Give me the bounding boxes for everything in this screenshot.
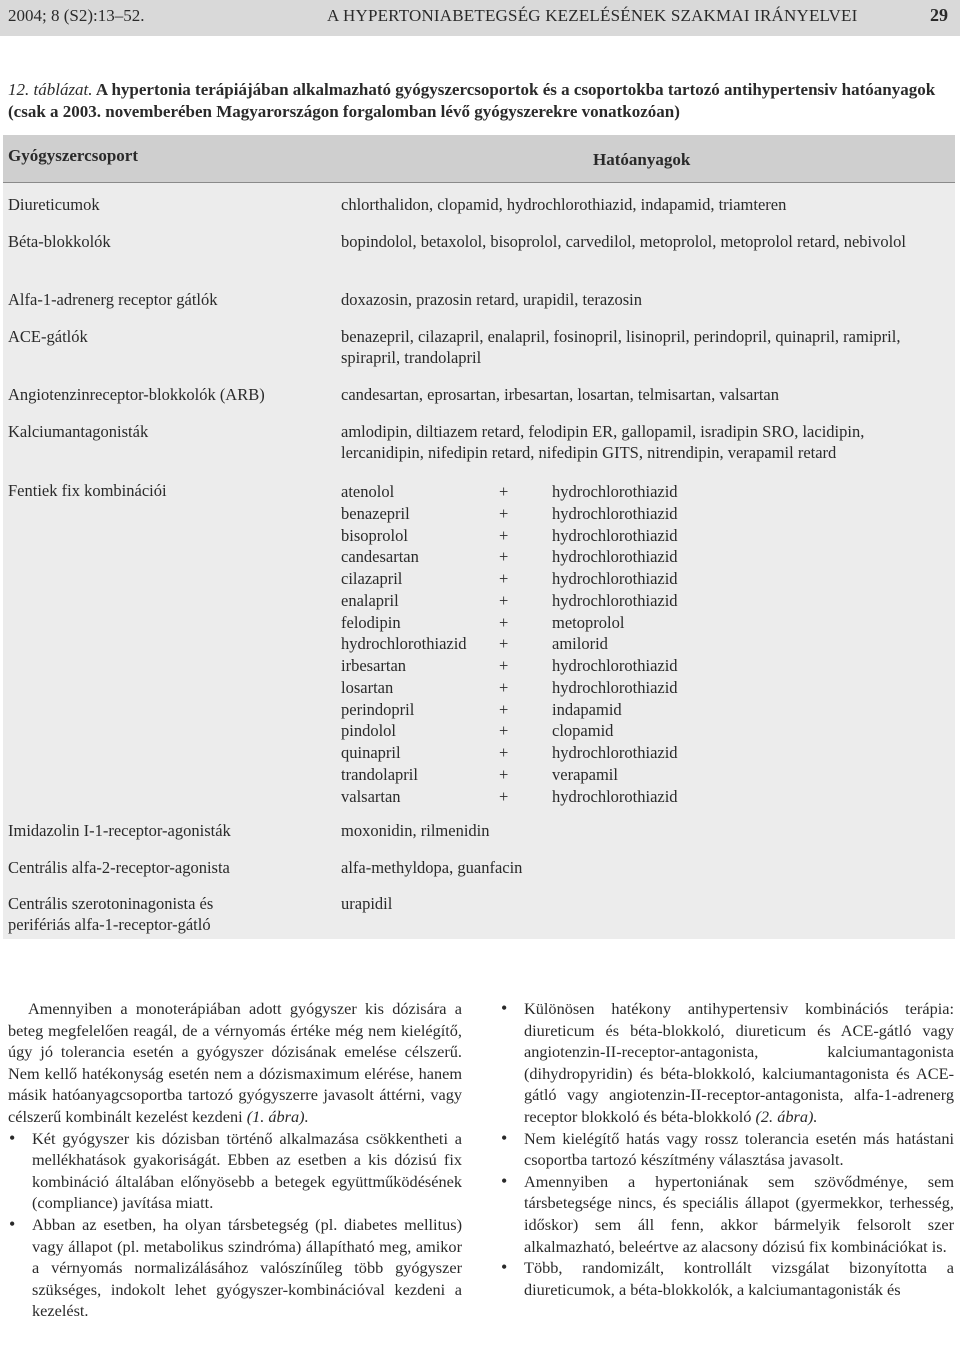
combo-first-agent: cilazapril — [341, 569, 403, 588]
plus-sign: + — [499, 547, 509, 567]
combo-first-agent: perindopril — [341, 699, 415, 719]
combo-second-agent: hydrochlorothiazid — [552, 503, 678, 523]
combo-second-agent: metoprolol — [552, 612, 625, 632]
combination-row — [341, 525, 901, 547]
active-agents-cell: candesartan, eprosartan, irbesartan, losartan, telmisartan, valsartan — [341, 385, 779, 404]
drug-group-cell: Diureticumok — [8, 195, 100, 214]
combination-row — [341, 677, 901, 699]
plus-sign: + — [499, 612, 509, 632]
drug-group-cell: Centrális szerotoninagonista és perifériás alfa-1-receptor-gátló — [8, 894, 214, 934]
combination-row — [341, 590, 901, 612]
table-caption-text: A hypertonia terápiájában alkalmazható gyógyszercsoportok és a csoportokba tartozó antihypertensiv hatóanyagok (csak a 2003. novemberében Magyarországon forgalomban lévő gyógyszerekre vonatkozóan) — [8, 80, 936, 121]
body-column-right — [500, 998, 954, 1300]
combination-row — [341, 546, 901, 568]
body-paragraph-text: Amennyiben a monoterápiában adott gyógyszer kis dózisára a beteg megfelelően reagál, de a vérnyomás értéke még nem kielégítő, úgy jó tolerancia esetén a gyógyszer dózisának emelése célszerű. Nem kellő hatékonyság esetén nem a dózismaximum elérése, hanem másik hatóanyagcsoportba tartozó gyógyszerre javasolt áttérni, vagy célszerű kombinált kezelést kezdeni — [8, 999, 462, 1126]
figure-reference: (2. ábra). — [755, 1106, 818, 1126]
table-caption-label: 12. táblázat. — [8, 80, 93, 99]
list-item-text: Különösen hatékony antihypertensiv kombinációs terápia: diureticum és béta-blokkoló, diureticum és ACE-gátló vagy angiotenzin-II-receptor-antagonista, kalciumantagonista (dihydropyridin) és béta-blokkoló, kalciumantagonista és ACE-gátló vagy angiotenzin-II-receptor-antagonista, alfa-1-adrenerg receptor blokkoló és béta-blokkoló — [524, 999, 954, 1126]
plus-sign: + — [499, 503, 509, 523]
active-agents-cell: amlodipin, diltiazem retard, felodipin ER, gallopamil, isradipin SRO, lacidipin, lercanidipin, nifedipin retard, nifedipin GITS, nitrendipin, verapamil retard — [341, 422, 865, 462]
combination-row — [341, 503, 901, 525]
column-header-group: Gyógyszercsoport — [8, 146, 138, 165]
combo-second-agent: hydrochlorothiazid — [552, 743, 678, 762]
list-item: • Több, randomizált, kontrollált vizsgálat bizonyította a diureticumok, a béta-blokkolók, a kalciumantagonisták és — [500, 1257, 954, 1300]
combo-second-agent: hydrochlorothiazid — [552, 656, 678, 675]
page-number: 29 — [930, 5, 948, 25]
plus-sign: + — [499, 764, 509, 784]
combination-row — [341, 742, 901, 764]
plus-sign: + — [499, 482, 509, 501]
drug-group-cell: ACE-gátlók — [8, 327, 88, 346]
column-header-active-agents: Hatóanyagok — [593, 150, 691, 169]
combination-list — [341, 481, 901, 807]
bullet-list — [8, 1128, 462, 1322]
plus-sign: + — [499, 786, 509, 806]
drug-group-cell: Béta-blokkolók — [8, 232, 111, 251]
list-item: • Amennyiben a hypertoniának sem szövődménye, sem társbetegsége nincs, és speciális állapot (gyermekkor, terhesség, időskor) sem áll fenn, akkor bármelyik felsorolt szer alkalmazható, beleértve az alacsony dózisú fix kombinációkat is. — [500, 1171, 954, 1257]
combination-row — [341, 481, 901, 503]
combination-row — [341, 655, 901, 677]
drug-group-cell: Imidazolin I-1-receptor-agonisták — [8, 821, 231, 840]
active-agents-cell: urapidil — [341, 894, 393, 913]
list-item: • Két gyógyszer kis dózisban történő alkalmazása csökkentheti a mellékhatások gyakoriságát. Ebben az esetben a kis dózisú fix kombináció általában előnyösebb a betegek együttműködésének (compliance) javítása miatt. — [8, 1128, 462, 1214]
journal-title: A HYPERTONIABETEGSÉG KEZELÉSÉNEK SZAKMAI IRÁNYELVEI — [327, 6, 858, 25]
combo-first-agent: candesartan — [341, 547, 419, 567]
combination-row — [341, 786, 901, 808]
list-item: • Nem kielégítő hatás vagy rossz tolerancia esetén más hatástani csoportba tartozó készítmény választása javasolt. — [500, 1128, 954, 1171]
active-agents-cell: bopindolol, betaxolol, bisoprolol, carvedilol, metoprolol, metoprolol retard, nebivolol — [341, 232, 907, 251]
combo-second-agent: amilorid — [552, 634, 608, 654]
combo-second-agent: hydrochlorothiazid — [552, 525, 678, 545]
plus-sign: + — [499, 525, 509, 545]
combination-row — [341, 612, 901, 634]
active-agents-cell: doxazosin, prazosin retard, urapidil, terazosin — [341, 290, 643, 309]
plus-sign: + — [499, 677, 509, 697]
combo-first-agent: losartan — [341, 677, 394, 697]
combo-second-agent: indapamid — [552, 699, 622, 719]
combo-first-agent: valsartan — [341, 786, 401, 806]
plus-sign: + — [499, 699, 509, 719]
active-agents-cell: moxonidin, rilmenidin — [341, 821, 490, 840]
combo-first-agent: bisoprolol — [341, 525, 408, 545]
journal-citation: 2004; 8 (S2):13–52. — [8, 6, 145, 25]
combo-first-agent: pindolol — [341, 721, 397, 741]
combo-first-agent: felodipin — [341, 612, 401, 632]
list-item: • Abban az esetben, ha olyan társbetegség (pl. diabetes mellitus) vagy állapot (pl. metabolikus szindróma) állapítható meg, amikor a vérnyomás normalizálásához valószínűleg több gyógyszer szükséges, indokolt lehet gyógyszer-kombinációval kezdeni a kezelést. — [8, 1214, 462, 1322]
plus-sign: + — [499, 634, 509, 654]
drug-group-cell: Fentiek fix kombinációi — [8, 481, 167, 500]
plus-sign: + — [499, 743, 509, 762]
combo-second-agent: hydrochlorothiazid — [552, 569, 678, 588]
combo-first-agent: enalapril — [341, 590, 399, 610]
body-column-left — [8, 998, 462, 1322]
combination-row — [341, 720, 901, 742]
list-item — [500, 998, 954, 1128]
bullet-list — [500, 998, 954, 1300]
combo-first-agent: quinapril — [341, 743, 401, 762]
combo-second-agent: hydrochlorothiazid — [552, 482, 678, 501]
drug-group-cell: Angiotenzinreceptor-blokkolók (ARB) — [8, 385, 265, 404]
combo-first-agent: benazepril — [341, 503, 410, 523]
figure-reference: (1. ábra). — [246, 1106, 309, 1126]
active-agents-cell: benazepril, cilazapril, enalapril, fosinopril, lisinopril, perindopril, quinapril, ramipril, spirapril, trandolapril — [341, 327, 901, 367]
combo-first-agent: atenolol — [341, 482, 395, 501]
plus-sign: + — [499, 590, 509, 610]
drug-group-cell: Centrális alfa-2-receptor-agonista — [8, 858, 230, 877]
body-paragraph — [8, 998, 462, 1128]
active-agents-cell: chlorthalidon, clopamid, hydrochlorothiazid, indapamid, triamteren — [341, 195, 787, 214]
plus-sign: + — [499, 721, 509, 741]
plus-sign: + — [499, 656, 509, 675]
drug-group-cell: Alfa-1-adrenerg receptor gátlók — [8, 290, 218, 309]
combo-second-agent: hydrochlorothiazid — [552, 547, 678, 567]
combo-second-agent: hydrochlorothiazid — [552, 677, 678, 697]
table-caption — [8, 79, 953, 123]
combo-second-agent: verapamil — [552, 764, 618, 784]
combination-row — [341, 764, 901, 786]
combo-first-agent: irbesartan — [341, 656, 407, 675]
combo-first-agent: trandolapril — [341, 764, 418, 784]
combo-second-agent: hydrochlorothiazid — [552, 786, 678, 806]
drug-group-cell: Kalciumantagonisták — [8, 422, 149, 441]
combo-second-agent: clopamid — [552, 721, 614, 741]
table-header-row — [3, 135, 955, 183]
combination-row — [341, 568, 901, 590]
running-header — [0, 0, 960, 36]
combo-first-agent: hydrochlorothiazid — [341, 634, 467, 654]
combination-row — [341, 633, 901, 655]
active-agents-cell: alfa-methyldopa, guanfacin — [341, 858, 523, 877]
combo-second-agent: hydrochlorothiazid — [552, 590, 678, 610]
plus-sign: + — [499, 569, 509, 588]
combination-row — [341, 699, 901, 721]
